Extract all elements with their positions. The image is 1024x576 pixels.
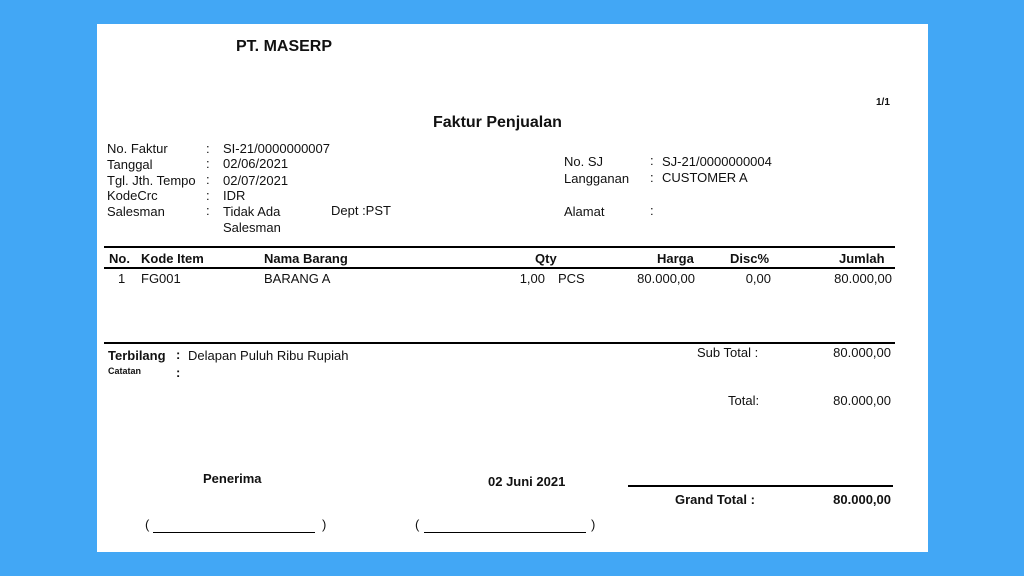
cell-harga: 80.000,00 [637, 271, 695, 286]
value-tanggal: 02/06/2021 [223, 156, 289, 171]
cell-disc: 0,00 [745, 271, 771, 286]
terbilang-value: Delapan Puluh Ribu Rupiah [188, 348, 349, 363]
table-top-rule [104, 246, 895, 248]
separator: : [176, 365, 181, 380]
column-header-no: No. [109, 251, 130, 266]
cell-jumlah: 80.000,00 [834, 271, 892, 286]
cell-kode-item: FG001 [141, 271, 181, 286]
value-no-faktur: SI-21/0000000007 [223, 141, 330, 156]
column-header-jumlah: Jumlah [839, 251, 885, 266]
invoice-date: 02 Juni 2021 [488, 474, 566, 489]
document-title: Faktur Penjualan [433, 114, 562, 131]
grand-total-label: Grand Total : [675, 492, 755, 507]
separator: : [650, 153, 654, 168]
table-header-rule [104, 267, 895, 269]
total-value: 80.000,00 [833, 393, 891, 408]
total-label: Total: [728, 393, 760, 408]
column-header-harga: Harga [657, 251, 694, 266]
catatan-label: Catatan [108, 366, 142, 376]
cell-no: 1 [118, 271, 126, 286]
separator: : [206, 203, 210, 218]
footer-rule [104, 342, 895, 344]
grand-total-value: 80.000,00 [833, 492, 891, 507]
value-tgl-jth-tempo: 02/07/2021 [223, 173, 289, 188]
grand-total-rule [628, 485, 893, 487]
value-kodecrc: IDR [223, 188, 246, 203]
page-number: 1/1 [876, 97, 890, 108]
label-no-faktur: No. Faktur [107, 141, 168, 156]
label-salesman: Salesman [107, 204, 165, 219]
value-no-sj: SJ-21/0000000004 [662, 154, 772, 169]
cell-qty: 1,00 [519, 271, 545, 286]
label-alamat: Alamat [564, 204, 605, 219]
separator: : [206, 156, 210, 171]
subtotal-label: Sub Total : [697, 345, 759, 360]
label-no-sj: No. SJ [564, 154, 604, 169]
separator: : [176, 347, 181, 362]
column-header-qty: Qty [535, 251, 557, 266]
column-header-kode-item: Kode Item [141, 251, 204, 266]
value-langganan: CUSTOMER A [662, 170, 748, 185]
penerima-label: Penerima [203, 471, 262, 486]
invoice-sheet: PT. MASERP 1/1 Faktur Penjualan No. Faktur : SI-21/0000000007 Tanggal : 02/06/2021 Tgl. Jth. Tempo : 02/07/2021 KodeCrc : IDR Salesman : Tidak Ada Salesman Dept :PST No. SJ : SJ-21/0000000004 Langganan : CUSTOMER A Alamat : No. Kode Item Nama Barang Qty Harga Disc% Jumlah 1 FG001 BARANG A 1,00 PCS 80.000,00 0,00 80.000,00 Terbilang : Delapan Puluh Ribu Rupiah Catatan : Sub Total : 80.000,00 Total: 80.000,00 Penerima 02 Juni 2021 Grand Total : 80.000,00 ( ) ( ) [97, 24, 928, 552]
cell-unit: PCS [558, 271, 585, 286]
separator: : [650, 170, 654, 185]
cell-nama-barang: BARANG A [264, 271, 331, 286]
separator: : [650, 203, 654, 218]
label-langganan: Langganan [564, 171, 630, 186]
label-tgl-jth-tempo: Tgl. Jth. Tempo [107, 173, 196, 188]
company-name: PT. MASERP [236, 38, 333, 55]
value-salesman: Tidak Ada [223, 204, 281, 219]
terbilang-label: Terbilang [108, 348, 166, 363]
subtotal-value: 80.000,00 [833, 345, 891, 360]
column-header-disc: Disc% [730, 251, 770, 266]
dept-value: Dept :PST [331, 203, 391, 218]
separator: : [206, 141, 210, 156]
separator: : [206, 172, 210, 187]
separator: : [206, 188, 210, 203]
label-kodecrc: KodeCrc [107, 188, 158, 203]
label-tanggal: Tanggal [107, 157, 153, 172]
value-salesman-line2: Salesman [223, 220, 281, 235]
column-header-nama-barang: Nama Barang [264, 251, 348, 266]
